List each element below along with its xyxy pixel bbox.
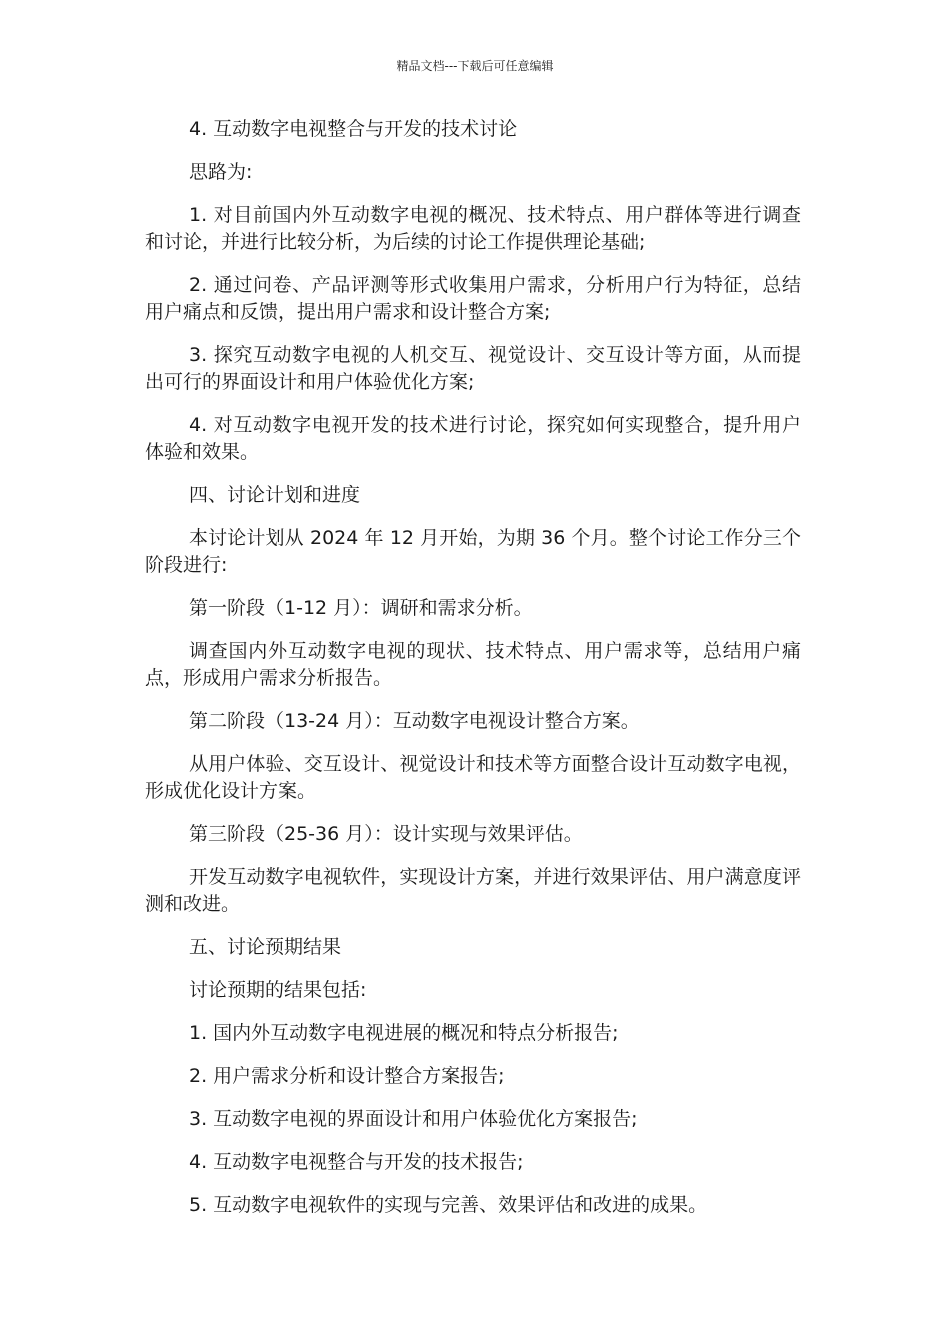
document-body [145,116,801,1235]
list-item: 5. 互动数字电视软件的实现与完善、效果评估和改进的成果。 [189,1194,708,1216]
phase-title: 第三阶段（25-36 月）：设计实现与效果评估。 [189,823,583,845]
list-item: 3. 探究互动数字电视的人机交互、视觉设计、交互设计等方面，从而提出可行的界面设计和用户体验优化方案; [145,344,801,393]
paragraph: 调查国内外互动数字电视的现状、技术特点、用户需求等，总结用户痛点，形成用户需求分析报告。 [145,640,801,689]
phase-title: 第二阶段（13-24 月）：互动数字电视设计整合方案。 [189,710,640,732]
list-item: 4. 互动数字电视整合与开发的技术报告; [189,1151,524,1173]
paragraph: 开发互动数字电视软件，实现设计方案，并进行效果评估、用户满意度评测和改进。 [145,866,801,915]
list-item: 1. 国内外互动数字电视进展的概况和特点分析报告; [189,1022,619,1044]
section-heading: 4. 互动数字电视整合与开发的技术讨论 [189,118,518,140]
list-item: 2. 通过问卷、产品评测等形式收集用户需求，分析用户行为特征，总结用户痛点和反馈，提出用户需求和设计整合方案; [145,274,801,323]
paragraph: 讨论预期的结果包括: [189,979,367,1001]
section-heading: 五、讨论预期结果 [189,936,342,958]
list-item: 3. 互动数字电视的界面设计和用户体验优化方案报告; [189,1108,638,1130]
paragraph: 本讨论计划从 2024 年 12 月开始，为期 36 个月。整个讨论工作分三个阶段进行: [145,527,801,576]
phase-title: 第一阶段（1-12 月）：调研和需求分析。 [189,597,533,619]
page-header: 精品文档---下载后可任意编辑 [396,59,554,73]
list-item: 4. 对互动数字电视开发的技术进行讨论，探究如何实现整合，提升用户体验和效果。 [145,414,801,463]
list-item: 1. 对目前国内外互动数字电视的概况、技术特点、用户群体等进行调查和讨论，并进行比较分析，为后续的讨论工作提供理论基础; [145,204,801,253]
list-item: 2. 用户需求分析和设计整合方案报告; [189,1065,505,1087]
paragraph: 思路为: [189,161,253,183]
paragraph: 从用户体验、交互设计、视觉设计和技术等方面整合设计互动数字电视，形成优化设计方案。 [145,753,801,802]
section-heading: 四、讨论计划和进度 [189,484,361,506]
